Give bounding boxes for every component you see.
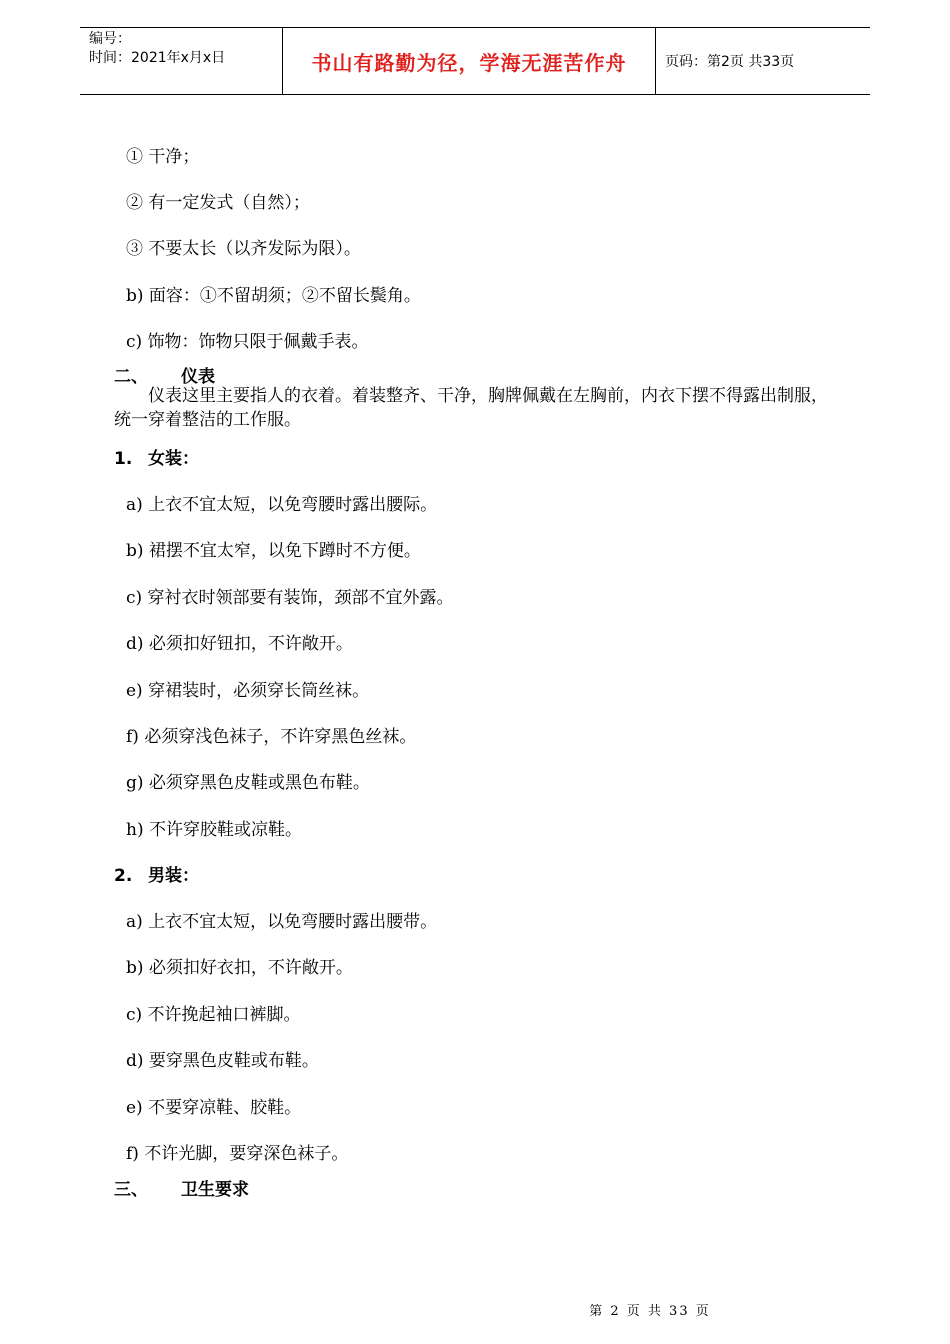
subsection-title: 女装： (148, 449, 199, 469)
list-item: a) 上衣不宜太短，以免弯腰时露出腰带。 (126, 912, 438, 932)
page-info: 页码：第2页 共33页 (665, 54, 795, 70)
list-item: g) 必须穿黑色皮鞋或黑色布鞋。 (126, 773, 370, 793)
number-label: 编号： (89, 31, 131, 47)
list-item: ③ 不要太长（以齐发际为限）。 (126, 239, 361, 259)
list-item: h) 不许穿胶鞋或凉鞋。 (126, 820, 302, 840)
list-item: ② 有一定发式（自然）； (126, 193, 310, 213)
page-header (80, 27, 870, 95)
slogan: 书山有路勤为径，学海无涯苦作舟 (311, 50, 627, 75)
header-slogan-cell (282, 28, 656, 94)
list-item: e) 不要穿凉鞋、胶鞋。 (126, 1098, 302, 1118)
section-number: 二、 (114, 367, 148, 387)
list-item: a) 上衣不宜太短，以免弯腰时露出腰际。 (126, 495, 438, 515)
header-page-info (656, 28, 870, 94)
list-item: f) 必须穿浅色袜子，不许穿黑色丝袜。 (126, 727, 417, 747)
section-paragraph: 仪表这里主要指人的衣着。着装整齐、干净，胸牌佩戴在左胸前，内衣下摆不得露出制服，统一穿着整洁的工作服。 (114, 386, 828, 430)
section-title: 卫生要求 (181, 1180, 249, 1200)
list-item: b) 必须扣好衣扣，不许敞开。 (126, 958, 353, 978)
subsection-heading-women (114, 444, 199, 469)
subsection-heading-men (114, 861, 199, 886)
section-number: 三、 (114, 1180, 148, 1200)
list-item: c) 穿衬衣时领部要有装饰，颈部不宜外露。 (126, 588, 454, 608)
list-item: c) 不许挽起袖口裤脚。 (126, 1005, 301, 1025)
subsection-number: 1. (114, 449, 133, 469)
list-item: c) 饰物：饰物只限于佩戴手表。 (126, 332, 369, 352)
header-meta (80, 28, 282, 94)
list-item: ① 干净； (126, 147, 200, 167)
section-heading-3 (114, 1175, 249, 1200)
list-item: d) 要穿黑色皮鞋或布鞋。 (126, 1051, 319, 1071)
time-label: 时间：2021年x月x日 (89, 50, 226, 66)
subsection-title: 男装： (148, 866, 199, 886)
list-item: b) 裙摆不宜太窄，以免下蹲时不方便。 (126, 541, 421, 561)
list-item: d) 必须扣好钮扣，不许敞开。 (126, 634, 353, 654)
list-item: e) 穿裙装时，必须穿长筒丝袜。 (126, 681, 370, 701)
subsection-number: 2. (114, 866, 133, 886)
page-footer: 第 2 页 共 33 页 (589, 1304, 711, 1319)
list-item: b) 面容：①不留胡须；②不留长鬓角。 (126, 286, 421, 306)
section-title: 仪表 (181, 367, 215, 387)
list-item: f) 不许光脚，要穿深色袜子。 (126, 1144, 349, 1164)
